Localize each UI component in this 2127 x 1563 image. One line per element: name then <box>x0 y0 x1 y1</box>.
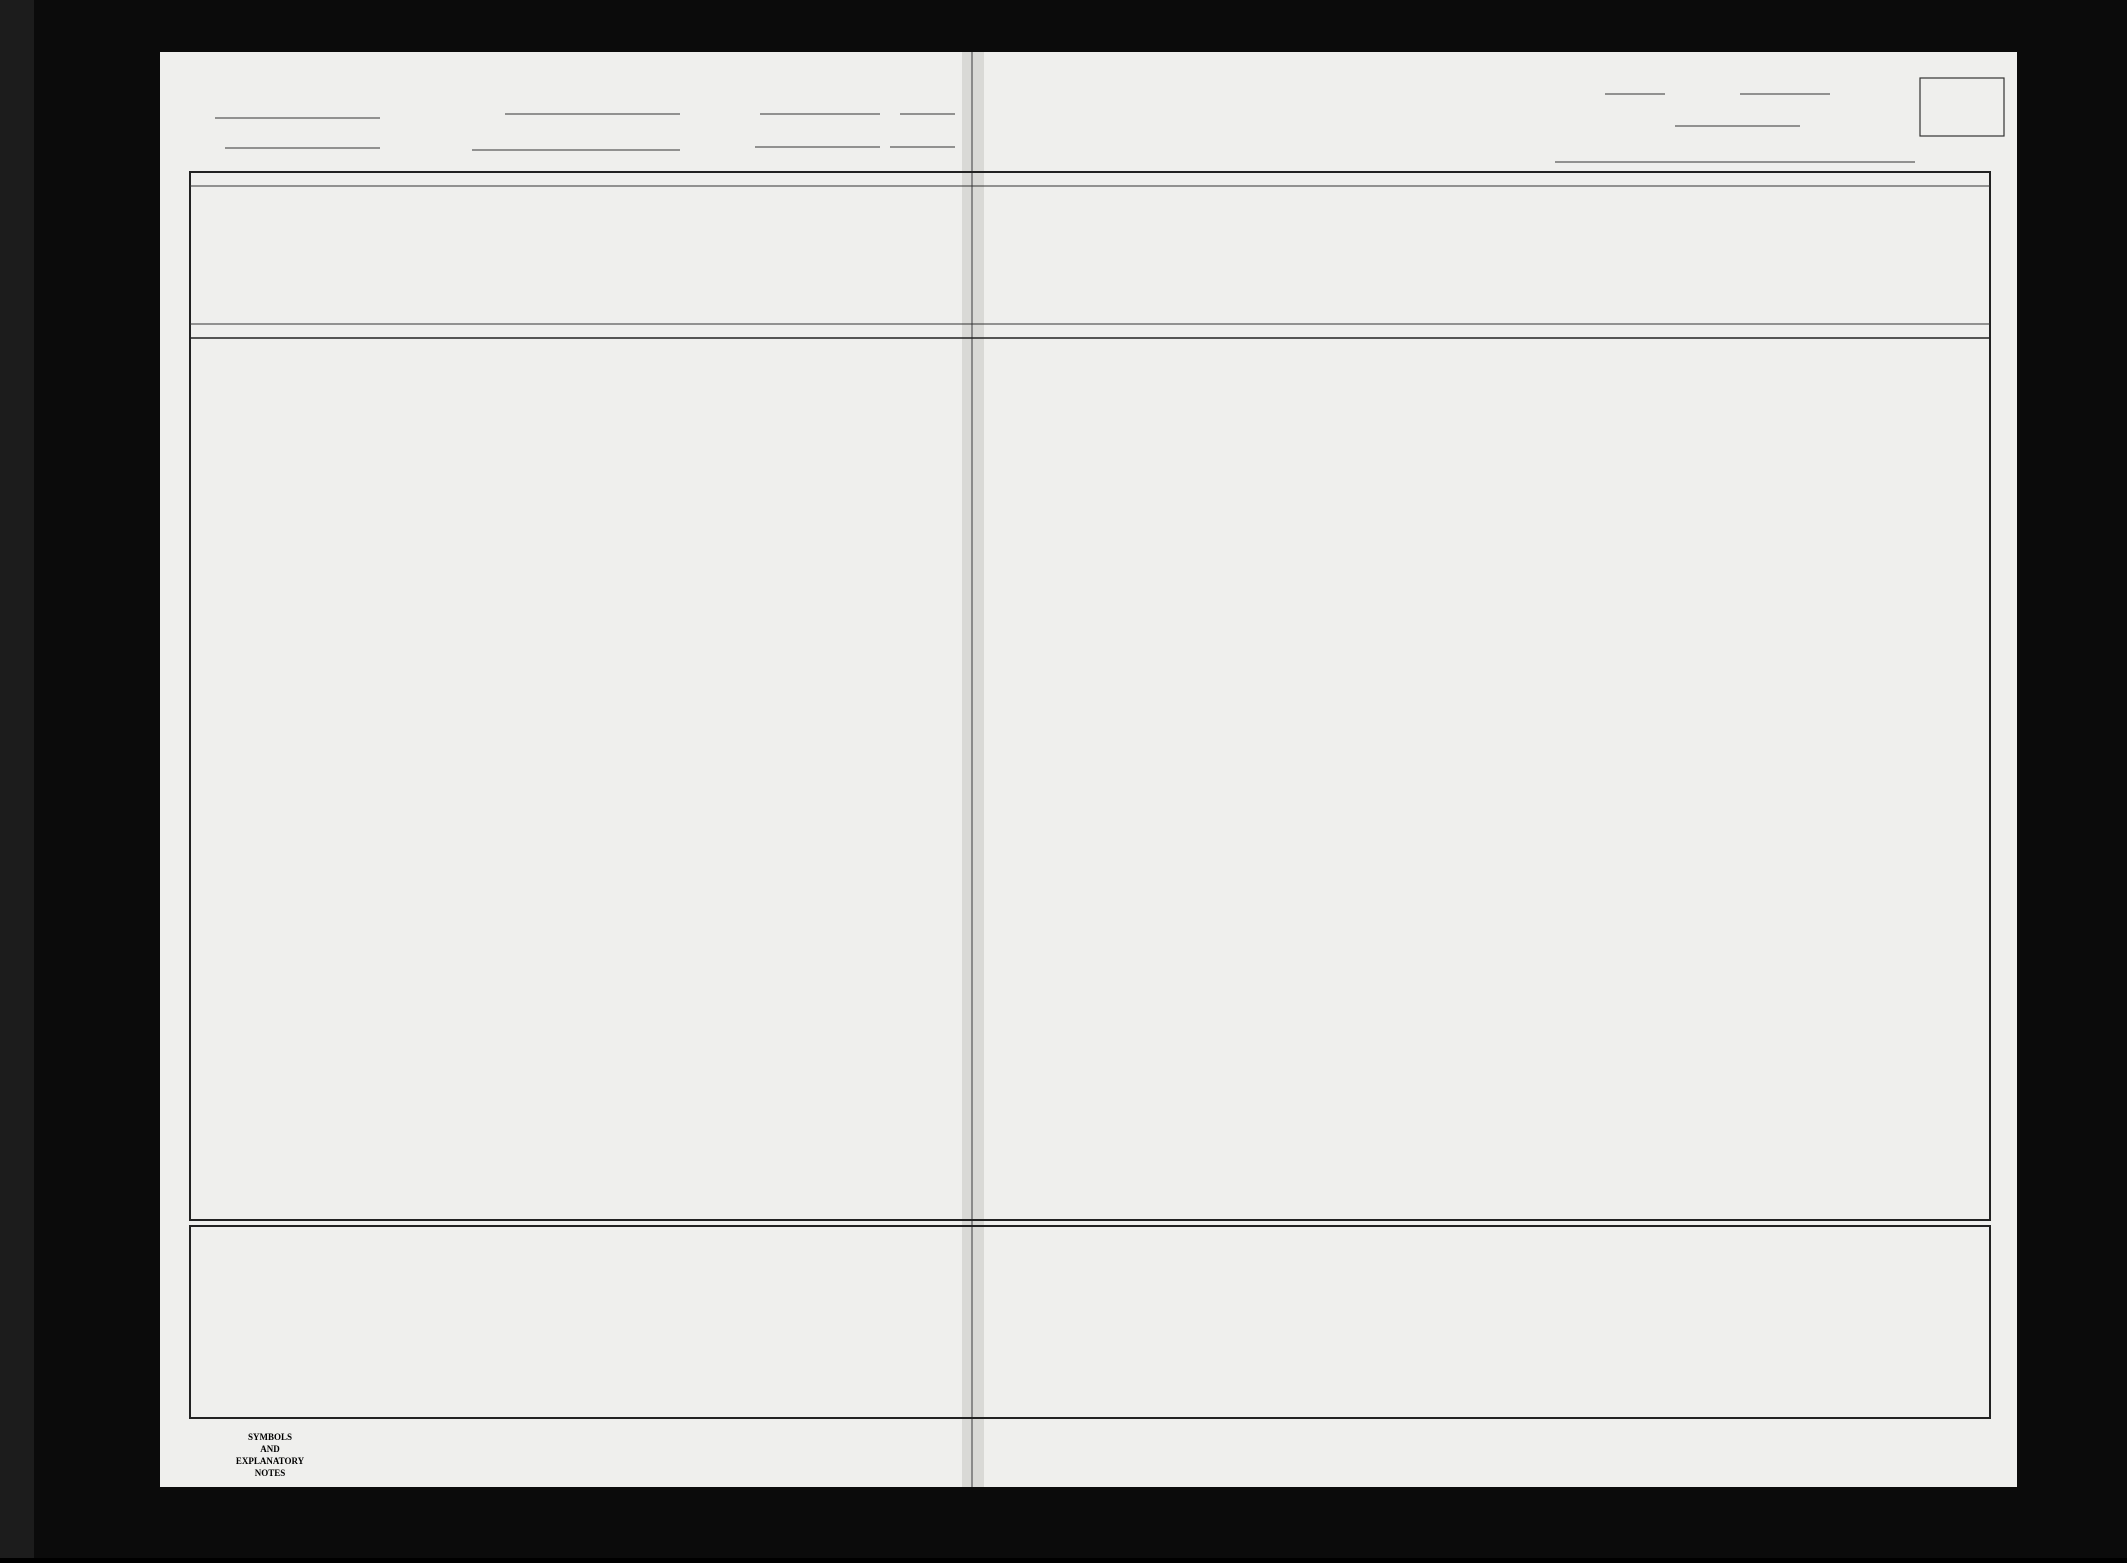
scan-edge <box>0 0 34 1558</box>
census-paper <box>160 52 2017 1487</box>
notes-symbols-4: NOTES <box>254 1468 286 1478</box>
notes-symbols-3: EXPLANATORY <box>235 1456 305 1466</box>
notes-symbols-2: AND <box>260 1444 280 1454</box>
notes-symbols-1: SYMBOLS <box>247 1432 293 1442</box>
